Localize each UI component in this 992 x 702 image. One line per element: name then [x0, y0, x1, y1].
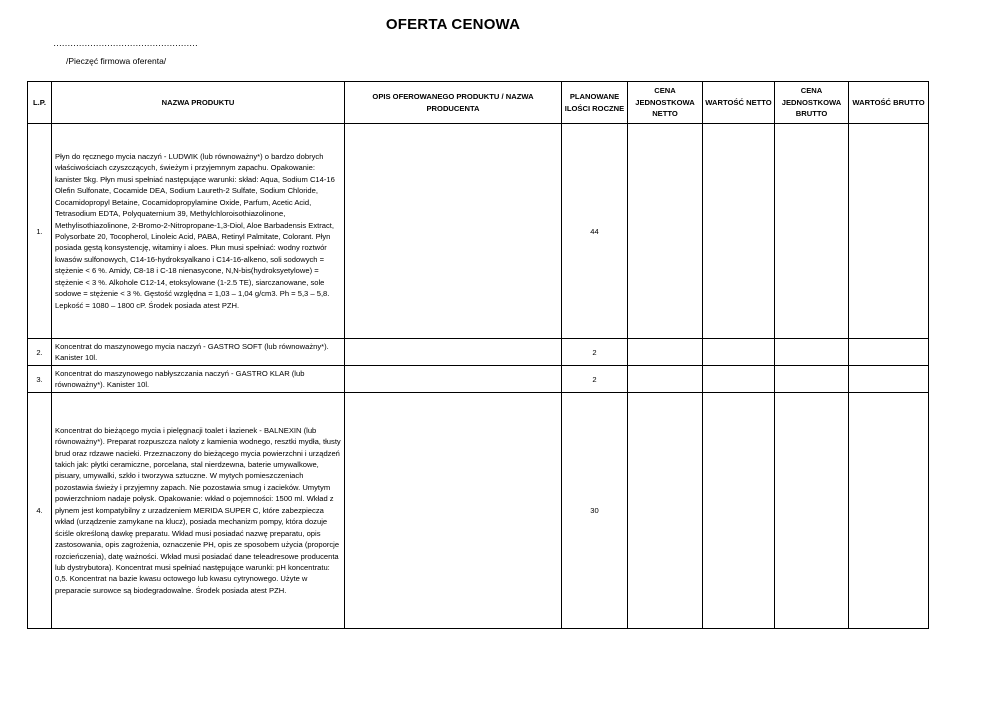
row-product-name: Koncentrat do maszynowego mycia naczyń - GASTRO SOFT (lub równoważny*). Kanister 10l. — [52, 339, 345, 366]
row-value-net-cell[interactable] — [703, 124, 775, 339]
table-row — [28, 393, 929, 629]
row-product-name: Płyn do ręcznego mycia naczyń - LUDWIK (lub równoważny*) o bardzo dobrych właściwościach czyszczących, świeżym i przyjemnym zapachu. Opakowanie: kanister 5kg. Płyn musi spełniać następujące warunki: skład: Aqua, Sodium C14-16 Olefin Sulfonate, Cocamide DEA, Sodium Laureth-2 Sulfate, Sodium Chloride, Cocamidopropyl Betaine, Cocamidopropylamine Oxide, Parfum, Acetic Acid, Tetrasodium EDTA, Polyquaternium 39, Methylchloroisothiazolinone, Methylisothiazolinone, 2-Bromo-2-Nitropropane-1,3-Diol, Aloe Barbadensis Extract, Polysorbate 20, Tocopherol, Linoleic Acid, PABA, Retinyl Palmitate, Colorant. Płyn posiada gęstą konsystencję, witaminy i aloes. Płun musi spełniać: wodny roztwór kwasów sulfonowych, C14-16-hydroksyalkano i C14-16-alkeno, soli sodowych = stężenie < 6 %. Amidy, C8-18 i C-18 nienasycone, N,N-bis(hydroksyetylowe) = stężenie < 3 %. Alkohole C12-14, etoksylowane (1-2.5 TE), siarczanowane, sole sodowe = stężenie < 3 %. Gęstość względna = 1,03 – 1,04 g/cm3. Ph = 5,3 – 5,8. Lepkość = 1080 – 1800 cP. Środek posiada atest PZH. — [52, 124, 345, 339]
header-quantity: PLANOWANE ILOŚCI ROCZNE — [562, 82, 628, 124]
row-description-cell[interactable] — [345, 124, 562, 339]
row-value-net-cell[interactable] — [703, 366, 775, 393]
row-quantity: 44 — [562, 124, 628, 339]
row-unit-price-net-cell[interactable] — [628, 366, 703, 393]
row-unit-price-gross-cell[interactable] — [775, 366, 849, 393]
row-quantity: 30 — [562, 393, 628, 629]
row-product-name: Koncentrat do maszynowego nabłyszczania naczyń - GASTRO KLAR (lub równoważny*). Kanister 10l. — [52, 366, 345, 393]
header-unit-price-gross: CENA JEDNOSTKOWA BRUTTO — [775, 82, 849, 124]
row-lp: 3. — [28, 366, 52, 393]
table-row — [28, 124, 929, 339]
row-unit-price-net-cell[interactable] — [628, 339, 703, 366]
table-row — [28, 339, 929, 366]
row-unit-price-net-cell[interactable] — [628, 393, 703, 629]
row-lp: 2. — [28, 339, 52, 366]
row-value-gross-cell[interactable] — [849, 393, 929, 629]
row-unit-price-gross-cell[interactable] — [775, 339, 849, 366]
header-product-name: NAZWA PRODUKTU — [52, 82, 345, 124]
header-lp: L.P. — [28, 82, 52, 124]
header-description: OPIS OFEROWANEGO PRODUKTU / NAZWA PRODUCENTA — [345, 82, 562, 124]
row-description-cell[interactable] — [345, 393, 562, 629]
stamp-label: /Pieczęć firmowa oferenta/ — [66, 56, 167, 66]
row-value-gross-cell[interactable] — [849, 124, 929, 339]
header-unit-price-net: CENA JEDNOSTKOWA NETTO — [628, 82, 703, 124]
stamp-dotted-line: …………………………………………… — [53, 38, 198, 48]
row-unit-price-gross-cell[interactable] — [775, 124, 849, 339]
row-description-cell[interactable] — [345, 366, 562, 393]
table-header-row — [28, 82, 929, 124]
row-unit-price-net-cell[interactable] — [628, 124, 703, 339]
row-description-cell[interactable] — [345, 339, 562, 366]
row-value-net-cell[interactable] — [703, 393, 775, 629]
offer-table — [27, 81, 929, 629]
row-value-gross-cell[interactable] — [849, 366, 929, 393]
row-quantity: 2 — [562, 339, 628, 366]
page-title: OFERTA CENOWA — [385, 16, 521, 33]
row-quantity: 2 — [562, 366, 628, 393]
row-lp: 1. — [28, 124, 52, 339]
row-lp: 4. — [28, 393, 52, 629]
row-product-name: Koncentrat do bieżącego mycia i pielęgnacji toalet i łazienek - BALNEXIN (lub równoważny*). Preparat rozpuszcza naloty z kamienia wodnego, resztki mydła, tłusty brud oraz rdzawe nacieki. Przeznaczony do bieżącego mycia powierzchni i urządzeń takich jak: płytki ceramiczne, porcelana, stal nierdzewna, baterie umywalkowe, pisuary, umywalki, szkło i tworzywa sztuczne. W mytych pomieszczeniach pozostawia świeży i przyjemny zapach. Nie pozostawia smug i zacieków. Umytym powierzchniom nadaje połysk. Opakowanie: wkład o pojemności: 1500 ml. Wkład z płynem jest kompatybilny z urzadzeniem MERIDA SUPER C, które zabezpiecza wkład (urządzenie zamykane na klucz), posiada mechanizm pompy, która dozuje ściśle określoną dawkę preparatu. Wkład musi posiadać nazwę preparatu, opis zastosowania, opis zagrożenia, oznaczenie PH, opis ze sposobem użycia (proporcje rozcieńczenia), datę ważności. Wkład musi posiadać dane teleadresowe producenta lub dystrybutora). Koncentrat musi spełniać następujące warunki: pH koncentratu: 0,5. Koncentrat na bazie kwasu octowego lub kwasu cytrynowego. Użyte w preparacie surowce są biodegradowalne. Środek posiada atest PZH. — [52, 393, 345, 629]
header-value-gross: WARTOŚĆ BRUTTO — [849, 82, 929, 124]
table-row — [28, 366, 929, 393]
row-value-net-cell[interactable] — [703, 339, 775, 366]
row-value-gross-cell[interactable] — [849, 339, 929, 366]
row-unit-price-gross-cell[interactable] — [775, 393, 849, 629]
header-value-net: WARTOŚĆ NETTO — [703, 82, 775, 124]
